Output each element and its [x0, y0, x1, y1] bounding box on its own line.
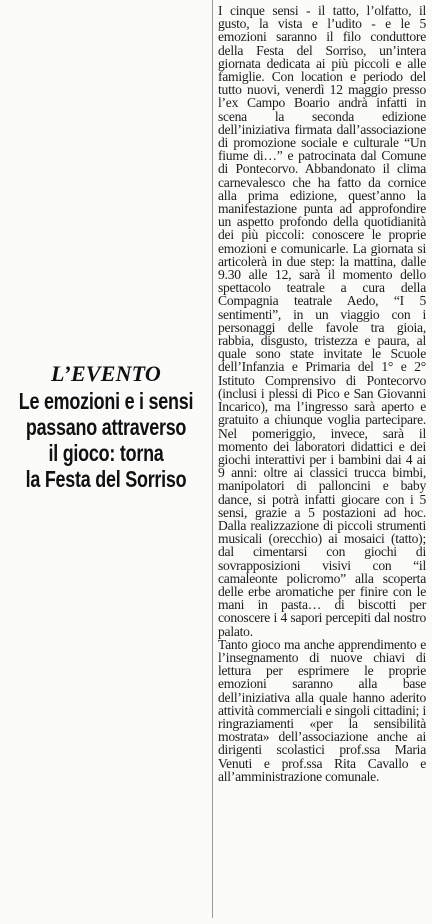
headline-line: la Festa del Sorriso	[25, 466, 187, 492]
headline-block	[4, 362, 208, 492]
column-divider	[212, 0, 213, 918]
headline-line: passano attraverso	[25, 414, 187, 440]
article-kicker: L’EVENTO	[51, 361, 161, 386]
article-paragraph: Tanto gioco ma anche apprendimento e l’insegnamento di nuove chiavi di lettura per esprimere le proprie emozioni saranno alla base dell’iniziativa alla quale hanno aderito attività commerciali e singoli cittadini; i ringraziamenti «per la sensibilità mostrata» dell’associazione anche ai dirigenti scolastici prof.ssa Maria Venuti e prof.ssa Rita Cavallo e all’amministrazione comunale.	[218, 636, 426, 784]
headline-line: Le emozioni e i sensi	[18, 388, 194, 414]
headline-line: il gioco: torna	[48, 440, 164, 466]
article-paragraph: I cinque sensi - il tatto, l’olfatto, il gusto, la vista e l’udito - e le 5 emozioni saranno il filo conduttore della Festa del Sorriso, un’intera giornata dedicata ai più piccoli e alle famiglie. Con location e periodo del tutto nuovi, venerdì 12 maggio presso l’ex Campo Boario andrà infatti in scena la seconda edizione dell’iniziativa firmata dall’associazione di promozione sociale e culturale “Un fiume di…” e patrocinata dal Comune di Pontecorvo. Abbandonato il clima carnevalesco che ha fatto da cornice alla prima edizione, quest’anno la manifestazione punta ad approfondire un aspetto profondo della quotidianità dei più piccoli: conoscere le proprie emozioni e comunicarle. La giornata si articolerà in due step: la mattina, dalle 9.30 alle 12, sarà il momento dello spettacolo teatrale a cura della Compagnia teatrale Aedo, “I 5 sentimenti”, in un viaggio con i personaggi delle favole tra gioia, rabbia, disgusto, tristezza e paura, al quale sono state invitate le Scuole dell’Infanzia e Primaria del 1° e 2° Istituto Comprensivo di Pontecorvo (inclusi i plessi di Pico e San Giovanni Incarico), ma l’ingresso sarà aperto e gratuito a chiunque voglia partecipare. Nel pomeriggio, invece, sarà il momento dei laboratori didattici e dei giochi interattivi per i bambini dai 4 ai 9 anni: oltre ai classici trucca bimbi, manipolatori di palloncini e baby dance, si potrà infatti giocare con i 5 sensi, grazie a 5 postazioni ad hoc. Dalla realizzazione di piccoli strumenti musicali (orecchio) ai mosaici (tatto); dal cimentarsi con giochi di sovrapposizioni visivi con “il camaleonte policromo” alla scoperta delle erbe aromatiche per finire con le mani in pasta… di biscotti per conoscere i 4 sapori percepiti dal nostro palato.	[218, 3, 426, 639]
article-headline	[4, 388, 208, 492]
article-body	[218, 4, 426, 783]
headline-column	[0, 0, 210, 924]
